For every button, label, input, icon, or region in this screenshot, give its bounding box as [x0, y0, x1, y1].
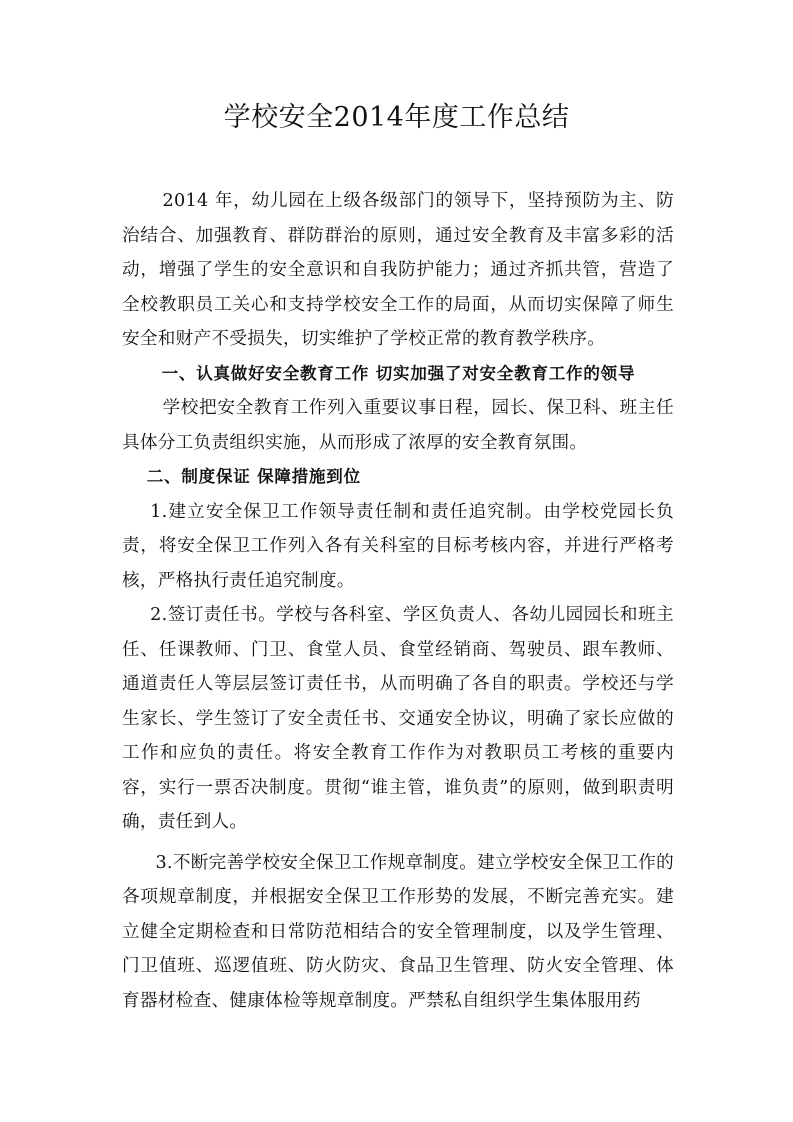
- intro-paragraph: 2014 年，幼儿园在上级各级部门的领导下，坚持预防为主、防治结合、加强教育、群防群治的原则，通过安全教育及丰富多彩的活动，增强了学生的安全意识和自我防护能力；通过齐抓共管，营造了全校教职员工关心和支持学校安全工作的局面，从而切实保障了师生安全和财产不受损失，切实维护了学校正常的教育教学秩序。: [122, 191, 674, 349]
- section-1-paragraph: 学校把安全教育工作列入重要议事日程，园长、保卫科、班主任具体分工负责组织实施，从而形成了浓厚的安全教育氛围。: [122, 398, 674, 453]
- section-heading-1: 一、认真做好安全教育工作 切实加强了对安全教育工作的领导: [161, 363, 636, 383]
- document-title: 学校安全2014年度工作总结: [223, 102, 570, 133]
- document-body: [122, 184, 674, 1018]
- item-2-paragraph: 2.签订责任书。学校与各科室、学区负责人、各幼儿园园长和班主任、任课教师、门卫、食堂人员、食堂经销商、驾驶员、跟车教师、通道责任人等层层签订责任书，从而明确了各自的职责。学校还与学生家长、学生签订了安全责任书、交通安全协议，明确了家长应做的工作和应负的责任。将安全教育工作作为对教职员工考核的重要内容，实行一票否决制度。贯彻“谁主管，谁负责”的原则，做到职责明确，责任到人。: [122, 605, 674, 832]
- item-3-paragraph: 3.不断完善学校安全保卫工作规章制度。建立学校安全保卫工作的各项规章制度，并根据安全保卫工作形势的发展，不断完善充实。建立健全定期检查和日常防范相结合的安全管理制度，以及学生管理、门卫值班、巡逻值班、防火防灾、食品卫生管理、防火安全管理、体育器材检查、健康体检等规章制度。严禁私自组织学生集体服用药: [122, 852, 674, 1011]
- item-1-paragraph: 1.建立安全保卫工作领导责任制和责任追究制。由学校党园长负责，将安全保卫工作列入各有关科室的目标考核内容，并进行严格考核，严格执行责任追究制度。: [122, 501, 674, 591]
- section-heading-2: 二、制度保证 保障措施到位: [146, 467, 361, 486]
